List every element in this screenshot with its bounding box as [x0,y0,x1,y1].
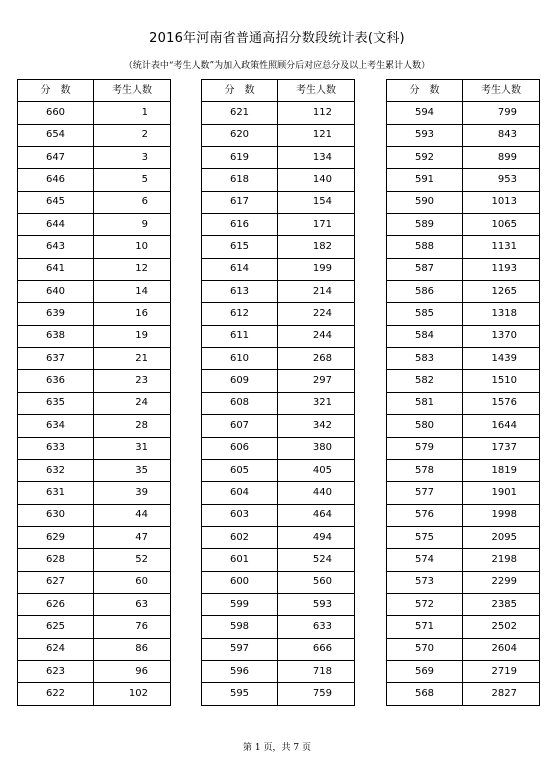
count-cell: 1013 [463,191,540,213]
count-cell: 2299 [463,571,540,593]
score-cell: 608 [202,392,278,414]
count-cell: 2095 [463,526,540,548]
score-cell: 637 [18,348,94,370]
count-cell: 2198 [463,549,540,571]
count-cell: 171 [278,214,355,236]
score-cell: 611 [202,325,278,347]
score-cell: 597 [202,638,278,660]
table-body [387,102,540,705]
count-cell: 1644 [463,415,540,437]
score-cell: 595 [202,683,278,705]
table-row [387,124,540,146]
count-cell: 134 [278,147,355,169]
table-row [18,147,171,169]
table-row [202,191,355,213]
table-row [18,415,171,437]
count-cell: 199 [278,258,355,280]
count-cell: 321 [278,392,355,414]
table-row [387,258,540,280]
count-cell: 23 [94,370,171,392]
score-cell: 619 [202,147,278,169]
table-row [387,191,540,213]
score-cell: 609 [202,370,278,392]
score-cell: 592 [387,147,463,169]
score-cell: 630 [18,504,94,526]
table-row [18,191,171,213]
table-row [18,571,171,593]
count-cell: 1193 [463,258,540,280]
table-row [387,392,540,414]
score-cell: 615 [202,236,278,258]
score-cell: 603 [202,504,278,526]
score-cell: 624 [18,638,94,660]
score-cell: 598 [202,616,278,638]
table-row [387,348,540,370]
table-row [387,593,540,615]
table-row [387,169,540,191]
score-cell: 570 [387,638,463,660]
count-cell: 464 [278,504,355,526]
table-row [18,169,171,191]
count-cell: 1576 [463,392,540,414]
score-column-header: 分 数 [387,80,463,102]
score-cell: 621 [202,102,278,124]
count-cell: 44 [94,504,171,526]
table-row [202,660,355,682]
count-cell: 268 [278,348,355,370]
score-cell: 574 [387,549,463,571]
table-row [387,303,540,325]
table-row [18,616,171,638]
score-cell: 577 [387,482,463,504]
table-row [202,214,355,236]
count-cell: 666 [278,638,355,660]
table-row [18,214,171,236]
score-cell: 643 [18,236,94,258]
score-cell: 616 [202,214,278,236]
score-cell: 613 [202,281,278,303]
score-cell: 634 [18,415,94,437]
table-row [202,370,355,392]
table-header-row [18,80,171,102]
table-row [202,571,355,593]
table-row [18,683,171,705]
count-cell: 52 [94,549,171,571]
score-cell: 596 [202,660,278,682]
table-row [202,303,355,325]
count-cell: 1819 [463,459,540,481]
count-cell: 2 [94,124,171,146]
score-cell: 575 [387,526,463,548]
page-title: 2016年河南省普通高招分数段统计表(文科) [149,31,405,46]
count-cell: 14 [94,281,171,303]
table-row [387,504,540,526]
count-cell: 799 [463,102,540,124]
table-row [387,214,540,236]
score-cell: 640 [18,281,94,303]
score-table-3 [386,79,540,706]
table-row [387,370,540,392]
table-row [387,638,540,660]
count-cell: 1510 [463,370,540,392]
table-row [18,437,171,459]
score-cell: 576 [387,504,463,526]
score-table-1 [17,79,171,706]
table-row [202,482,355,504]
table-row [18,638,171,660]
count-cell: 102 [94,683,171,705]
score-cell: 583 [387,348,463,370]
score-column-header: 分 数 [202,80,278,102]
score-cell: 602 [202,526,278,548]
score-cell: 627 [18,571,94,593]
count-cell: 21 [94,348,171,370]
table-row [18,258,171,280]
count-cell: 140 [278,169,355,191]
score-cell: 571 [387,616,463,638]
count-cell: 405 [278,459,355,481]
count-cell: 2827 [463,683,540,705]
score-cell: 647 [18,147,94,169]
count-cell: 2604 [463,638,540,660]
table-row [387,102,540,124]
count-cell: 1998 [463,504,540,526]
count-cell: 9 [94,214,171,236]
score-cell: 654 [18,124,94,146]
table-row [202,415,355,437]
table-row [18,325,171,347]
count-cell: 60 [94,571,171,593]
count-cell: 31 [94,437,171,459]
count-cell: 524 [278,549,355,571]
count-cell: 2385 [463,593,540,615]
table-header-row [387,80,540,102]
score-cell: 593 [387,124,463,146]
score-cell: 581 [387,392,463,414]
table-row [18,660,171,682]
count-cell: 35 [94,459,171,481]
score-cell: 612 [202,303,278,325]
table-row [202,683,355,705]
score-cell: 633 [18,437,94,459]
score-cell: 573 [387,571,463,593]
table-row [387,281,540,303]
score-cell: 604 [202,482,278,504]
count-column-header: 考生人数 [278,80,355,102]
score-cell: 586 [387,281,463,303]
table-body [18,102,171,705]
table-row [202,102,355,124]
table-row [202,526,355,548]
count-cell: 19 [94,325,171,347]
score-table-2 [201,79,355,706]
table-row [18,124,171,146]
score-cell: 606 [202,437,278,459]
table-row [202,169,355,191]
table-row [387,526,540,548]
count-cell: 899 [463,147,540,169]
table-row [202,124,355,146]
count-cell: 1 [94,102,171,124]
score-cell: 622 [18,683,94,705]
count-column-header: 考生人数 [94,80,171,102]
count-cell: 112 [278,102,355,124]
count-cell: 759 [278,683,355,705]
count-cell: 86 [94,638,171,660]
count-cell: 3 [94,147,171,169]
score-cell: 625 [18,616,94,638]
table-row [18,526,171,548]
score-cell: 585 [387,303,463,325]
score-cell: 580 [387,415,463,437]
score-cell: 618 [202,169,278,191]
table-row [18,392,171,414]
count-cell: 342 [278,415,355,437]
score-cell: 569 [387,660,463,682]
count-cell: 6 [94,191,171,213]
count-cell: 63 [94,593,171,615]
score-cell: 587 [387,258,463,280]
score-cell: 617 [202,191,278,213]
page-subtitle: （统计表中“考生人数”为加入政策性照顾分后对应总分及以上考生累计人数） [123,61,431,71]
score-cell: 638 [18,325,94,347]
score-cell: 568 [387,683,463,705]
table-row [202,236,355,258]
count-cell: 24 [94,392,171,414]
score-column-header: 分 数 [18,80,94,102]
table-row [387,415,540,437]
count-cell: 380 [278,437,355,459]
score-cell: 645 [18,191,94,213]
table-row [202,638,355,660]
score-cell: 631 [18,482,94,504]
score-cell: 644 [18,214,94,236]
table-row [18,102,171,124]
table-row [387,236,540,258]
score-cell: 632 [18,459,94,481]
table-row [18,549,171,571]
count-cell: 96 [94,660,171,682]
score-cell: 588 [387,236,463,258]
table-row [387,549,540,571]
count-cell: 16 [94,303,171,325]
count-cell: 1318 [463,303,540,325]
table-row [202,258,355,280]
score-cell: 614 [202,258,278,280]
score-cell: 636 [18,370,94,392]
count-cell: 1737 [463,437,540,459]
table-row [202,549,355,571]
count-cell: 633 [278,616,355,638]
score-cell: 579 [387,437,463,459]
count-cell: 1131 [463,236,540,258]
score-cell: 591 [387,169,463,191]
score-cell: 590 [387,191,463,213]
score-cell: 605 [202,459,278,481]
count-cell: 5 [94,169,171,191]
table-row [202,593,355,615]
count-cell: 843 [463,124,540,146]
score-cell: 610 [202,348,278,370]
count-cell: 2502 [463,616,540,638]
score-cell: 641 [18,258,94,280]
table-row [18,593,171,615]
table-row [387,437,540,459]
table-header-row [202,80,355,102]
table-row [202,437,355,459]
score-cell: 646 [18,169,94,191]
table-row [202,459,355,481]
score-cell: 607 [202,415,278,437]
count-cell: 12 [94,258,171,280]
table-row [18,348,171,370]
count-cell: 593 [278,593,355,615]
score-cell: 635 [18,392,94,414]
table-row [202,325,355,347]
count-cell: 121 [278,124,355,146]
table-row [387,147,540,169]
table-row [387,571,540,593]
table-row [202,392,355,414]
count-cell: 297 [278,370,355,392]
table-row [387,325,540,347]
count-cell: 1901 [463,482,540,504]
table-row [387,482,540,504]
table-row [18,303,171,325]
table-row [387,459,540,481]
table-row [18,482,171,504]
count-cell: 244 [278,325,355,347]
score-cell: 601 [202,549,278,571]
table-row [18,504,171,526]
count-cell: 1065 [463,214,540,236]
count-cell: 39 [94,482,171,504]
score-cell: 600 [202,571,278,593]
page-footer: 第 1 页，共 7 页 [243,743,311,753]
count-cell: 154 [278,191,355,213]
score-cell: 660 [18,102,94,124]
table-row [387,616,540,638]
score-cell: 589 [387,214,463,236]
table-row [18,459,171,481]
count-column-header: 考生人数 [463,80,540,102]
table-row [202,281,355,303]
score-cell: 639 [18,303,94,325]
score-cell: 628 [18,549,94,571]
table-row [202,504,355,526]
count-cell: 2719 [463,660,540,682]
score-cell: 620 [202,124,278,146]
table-row [387,660,540,682]
count-cell: 10 [94,236,171,258]
count-cell: 560 [278,571,355,593]
table-row [202,147,355,169]
score-cell: 584 [387,325,463,347]
count-cell: 1370 [463,325,540,347]
count-cell: 494 [278,526,355,548]
score-cell: 594 [387,102,463,124]
score-cell: 629 [18,526,94,548]
count-cell: 953 [463,169,540,191]
count-cell: 214 [278,281,355,303]
count-cell: 76 [94,616,171,638]
score-cell: 623 [18,660,94,682]
count-cell: 182 [278,236,355,258]
count-cell: 224 [278,303,355,325]
table-row [202,616,355,638]
count-cell: 718 [278,660,355,682]
score-cell: 626 [18,593,94,615]
score-cell: 582 [387,370,463,392]
table-body [202,102,355,705]
count-cell: 1439 [463,348,540,370]
count-cell: 28 [94,415,171,437]
score-cell: 572 [387,593,463,615]
count-cell: 1265 [463,281,540,303]
table-row [18,370,171,392]
table-row [202,348,355,370]
count-cell: 47 [94,526,171,548]
table-row [387,683,540,705]
table-row [18,236,171,258]
score-cell: 599 [202,593,278,615]
score-cell: 578 [387,459,463,481]
table-row [18,281,171,303]
count-cell: 440 [278,482,355,504]
